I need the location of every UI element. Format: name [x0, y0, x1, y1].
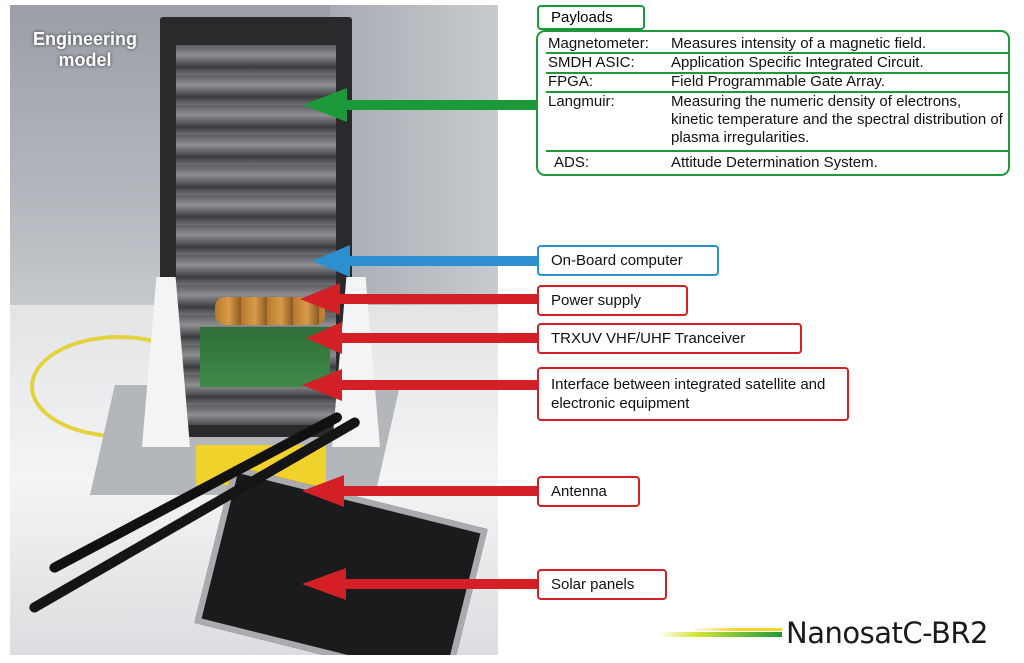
- logo-stripe-yellow: [690, 628, 782, 631]
- obc-arrow: [312, 245, 538, 277]
- photo-label-line2: model: [58, 50, 112, 70]
- payload-desc: Field Programmable Gate Array.: [671, 73, 885, 90]
- payload-name: Langmuir:: [548, 93, 615, 110]
- payload-desc: Measuring the numeric density of electrons, kinetic temperature and the spectral distribution of plasma irregularities.: [671, 93, 1003, 146]
- payload-desc: Attitude Determination System.: [671, 154, 878, 171]
- mission-logo-text: NanosatC-BR2: [786, 616, 989, 650]
- payload-desc: Application Specific Integrated Circuit.: [671, 54, 924, 71]
- label-obc: On-Board computer: [537, 245, 719, 276]
- power-arrow: [300, 283, 538, 315]
- trx-arrow: [306, 322, 538, 354]
- photo-label-line1: Engineering: [32, 29, 137, 49]
- payload-name: Magnetometer:: [548, 35, 649, 52]
- payloads-panel: [536, 30, 1010, 176]
- payload-name: SMDH ASIC:: [548, 54, 635, 71]
- solar-arrow: [302, 568, 538, 600]
- label-power-supply: Power supply: [537, 285, 688, 316]
- payload-name: ADS:: [554, 154, 590, 171]
- payloads-title: Payloads: [537, 5, 645, 30]
- payload-desc: Measures intensity of a magnetic field.: [671, 35, 927, 52]
- payload-arrow: [303, 88, 537, 122]
- payload-name: FPGA:: [548, 73, 594, 90]
- antenna-arrow: [302, 475, 538, 507]
- label-transceiver: TRXUV VHF/UHF Tranceiver: [537, 323, 802, 354]
- logo-stripe-green: [658, 632, 782, 637]
- label-interface: Interface between integrated satellite and electronic equipment: [537, 367, 849, 421]
- label-solar-panels: Solar panels: [537, 569, 667, 600]
- payload-divider: [546, 150, 1008, 152]
- label-antenna: Antenna: [537, 476, 640, 507]
- interface-arrow: [302, 369, 538, 401]
